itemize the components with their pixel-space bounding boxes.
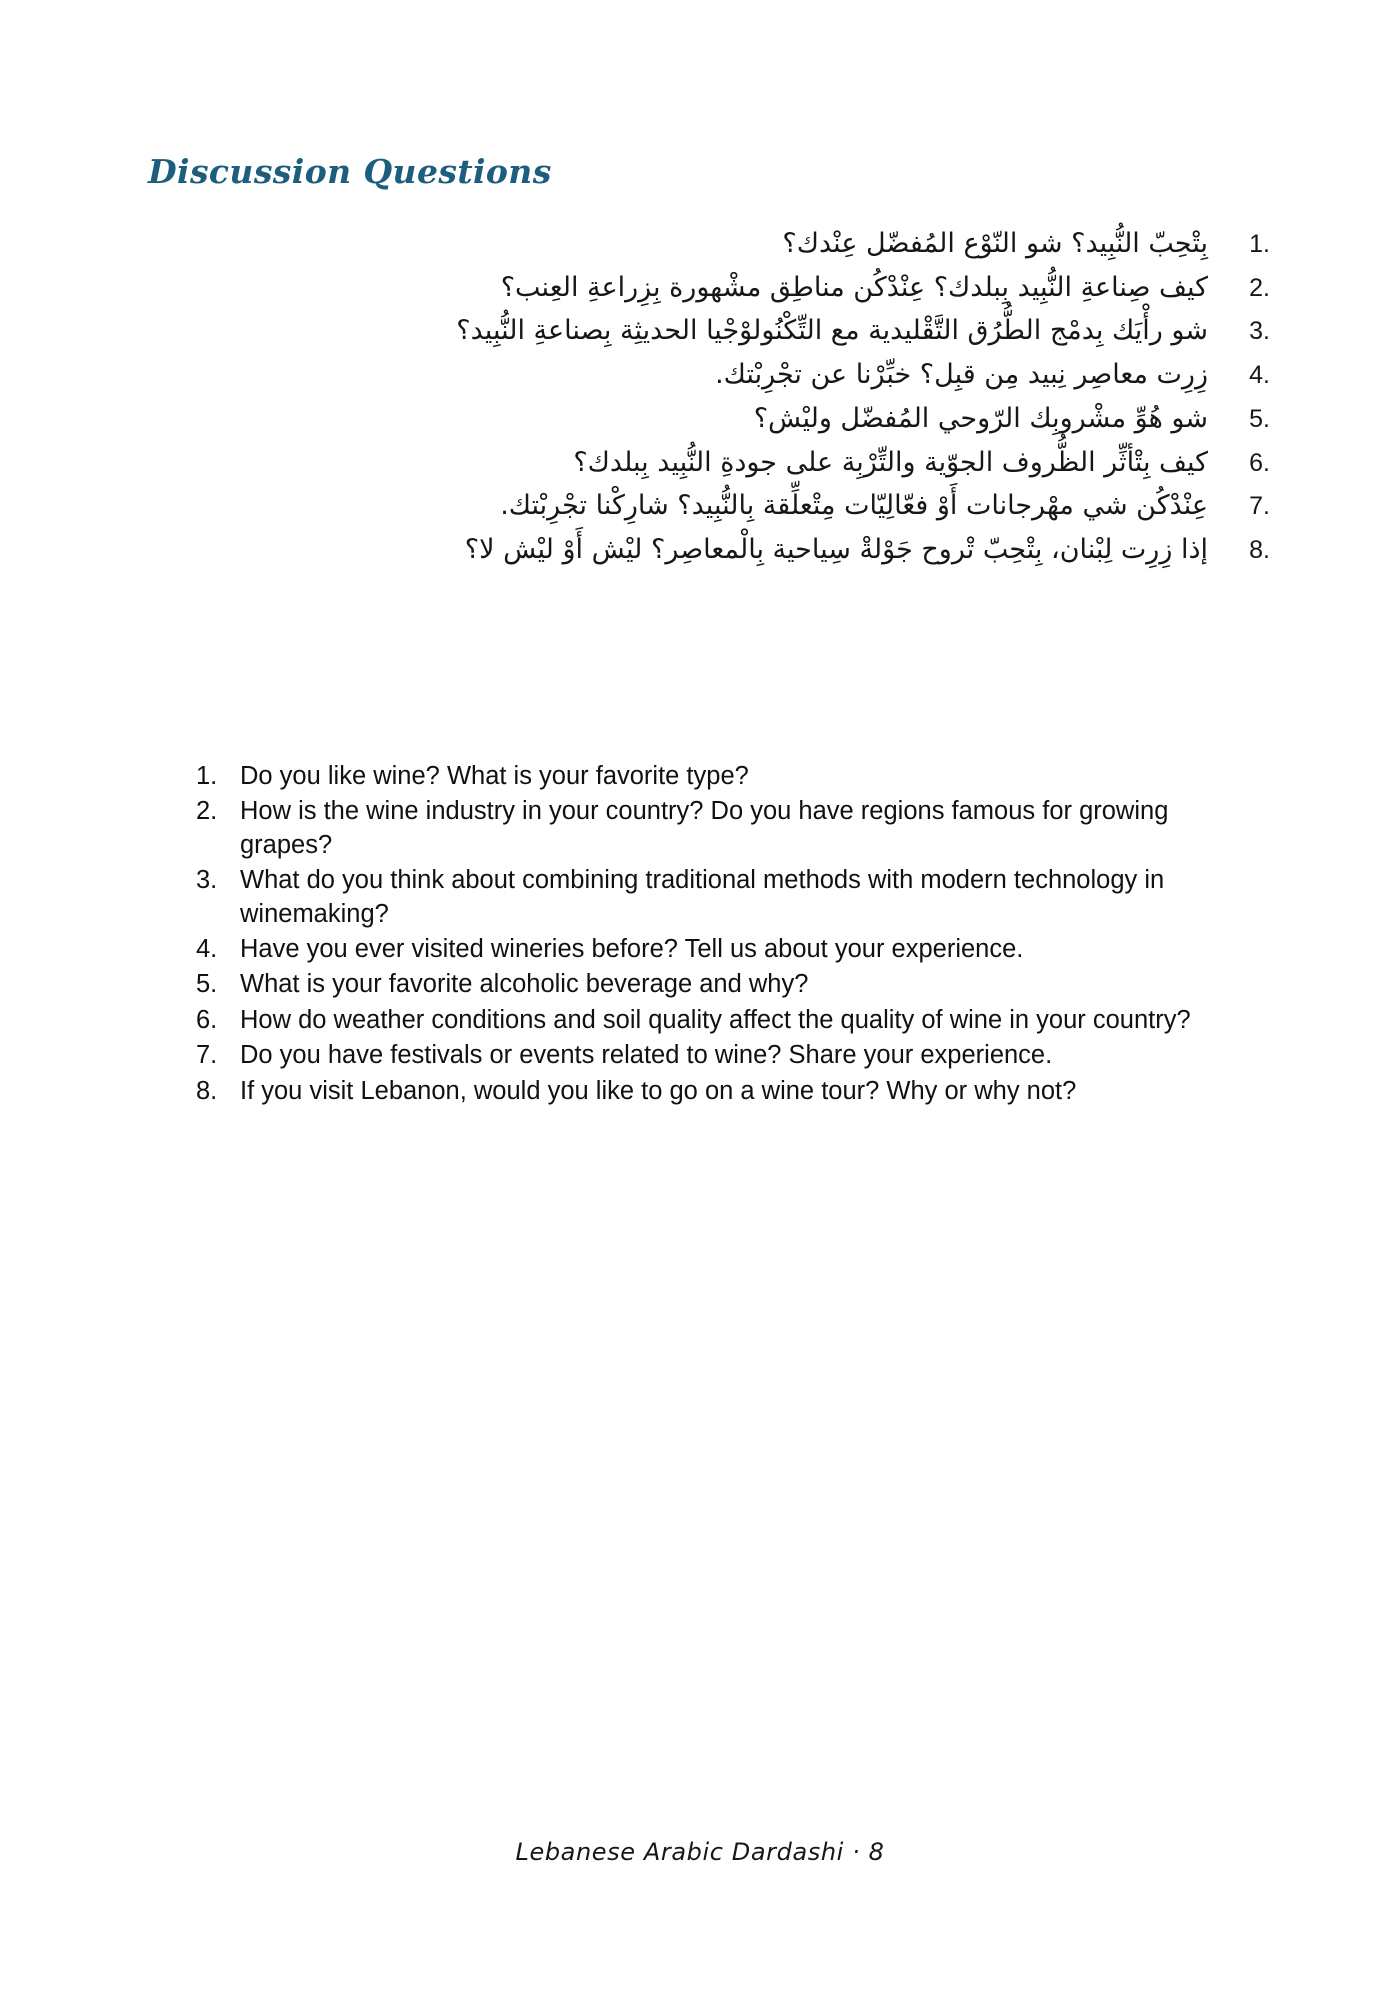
english-question-item: [196, 933, 1226, 966]
english-question-number: 2.: [196, 797, 218, 826]
arabic-question-number: 2.: [1249, 273, 1270, 302]
arabic-question-item: [150, 441, 1270, 485]
arabic-question-list: [150, 222, 1270, 572]
arabic-question-number: 5.: [1249, 404, 1270, 433]
arabic-question-item: [150, 222, 1270, 266]
english-question-number: 1.: [196, 762, 218, 790]
arabic-question-text: كيف بِتْأثِّر الظُّروف الجوّية والتِّرْبِة على جودةِ النُّبِيد بِبلدك؟: [573, 446, 1208, 478]
arabic-question-text: عِنْدْكُن شي مهْرجانات أَوْ فعّالِيّات مِتْعلِّقة بِالنُّبِيد؟ شارِكْنا تجْرِبْتك.: [500, 490, 1208, 522]
english-question-number: 8.: [196, 1076, 218, 1105]
english-question-item: [196, 760, 1226, 793]
arabic-question-text: شو رأْيَك بِدمْج الطُّرُق التَّقْليدية مع التِّكْنُولوْجْيا الحديثِة بِصناعةِ النُّبِيد؟: [456, 315, 1208, 347]
english-question-text: How do weather conditions and soil quality affect the quality of wine in your country?: [240, 1005, 1191, 1034]
english-question-text: Do you have festivals or events related to wine? Share your experience.: [240, 1041, 1053, 1070]
arabic-question-text: إذا زِرِت لِبْنان، بِتْحِبّ تْروح جَوْلةْ سِياحية بِالْمعاصِر؟ ليْش أَوْ ليْش لا؟: [464, 534, 1208, 566]
arabic-question-number: 8.: [1249, 536, 1270, 565]
english-question-item: [196, 1039, 1226, 1072]
english-question-text: How is the wine industry in your country? Do you have regions famous for growing grapes?: [240, 797, 1169, 859]
arabic-question-number: 6.: [1249, 448, 1270, 477]
english-question-number: 3.: [196, 866, 218, 895]
english-question-item: [196, 1004, 1226, 1037]
page-title: Discussion Questions: [148, 152, 552, 191]
arabic-question-text: كيف صِناعةِ النُّبِيد بِبلدك؟ عِنْدْكُن مناطِق مشْهورة بِزِراعةِ العِنب؟: [500, 271, 1208, 303]
arabic-question-text: شو هُوِّ مشْروبِك الرّوحي المُفضّل وليْش؟: [753, 402, 1208, 434]
english-question-text: What is your favorite alcoholic beverage and why?: [240, 970, 809, 999]
english-question-number: 4.: [196, 934, 218, 963]
arabic-question-number: 4.: [1249, 361, 1270, 390]
english-question-text: What do you think about combining traditional methods with modern technology in winemaking?: [240, 866, 1165, 928]
page-footer: Lebanese Arabic Dardashi · 8: [515, 1838, 885, 1866]
arabic-question-number: 1.: [1249, 230, 1270, 258]
arabic-question-item: [150, 397, 1270, 441]
english-question-item: [196, 864, 1226, 931]
arabic-question-item: [150, 353, 1270, 397]
arabic-question-text: بِتْحِبّ النُّبِيد؟ شو النّوْع المُفضّل عِنْدك؟: [782, 228, 1208, 259]
arabic-question-item: [150, 528, 1270, 572]
english-question-number: 5.: [196, 970, 218, 999]
arabic-question-number: 7.: [1249, 492, 1270, 521]
english-question-number: 6.: [196, 1005, 218, 1034]
arabic-question-item: [150, 266, 1270, 310]
arabic-question-number: 3.: [1249, 317, 1270, 346]
english-question-text: Have you ever visited wineries before? Tell us about your experience.: [240, 934, 1024, 963]
english-question-item: [196, 795, 1226, 862]
english-question-number: 7.: [196, 1041, 218, 1070]
arabic-question-item: [150, 309, 1270, 353]
english-question-item: [196, 1075, 1226, 1108]
english-question-text: Do you like wine? What is your favorite type?: [240, 762, 749, 790]
english-question-item: [196, 968, 1226, 1001]
arabic-question-item: [150, 484, 1270, 528]
english-question-text: If you visit Lebanon, would you like to go on a wine tour? Why or why not?: [240, 1076, 1077, 1105]
english-question-list: [196, 760, 1226, 1110]
arabic-question-text: زِرِت معاصِر نِبيد مِن قبِل؟ خبِّرْنا عن تجْرِبْتك.: [715, 359, 1208, 391]
